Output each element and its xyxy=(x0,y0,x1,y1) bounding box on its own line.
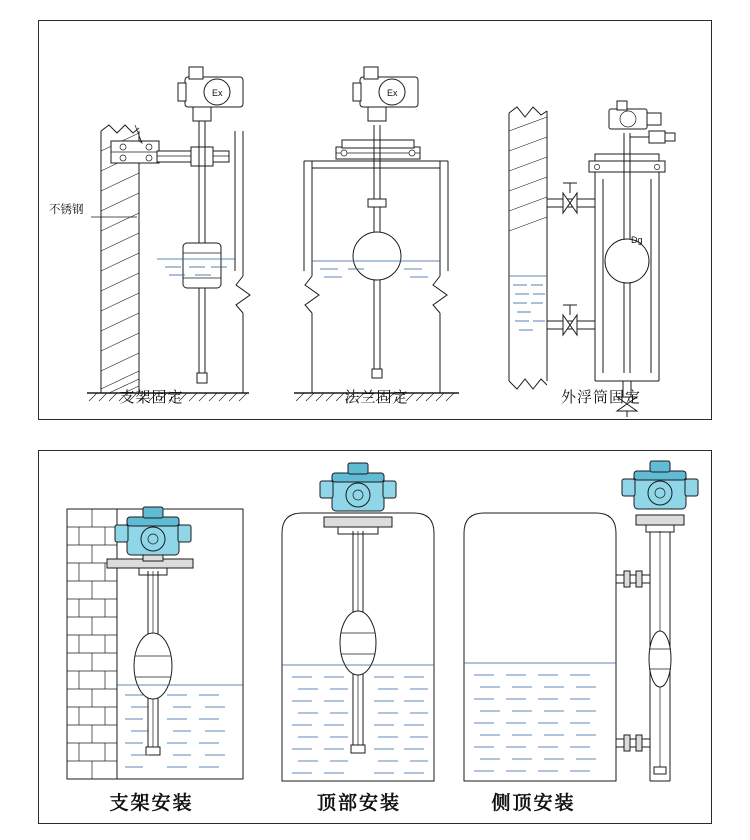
top-panel xyxy=(38,20,712,420)
label-dg: Dg xyxy=(631,235,643,245)
diagram-cell-side-top-install xyxy=(454,451,713,823)
caption-bracket-install: 支架安装 xyxy=(109,793,194,814)
caption-side-top-install: 侧顶安装 xyxy=(491,793,576,814)
caption-external-chamber: 外浮筒固定 xyxy=(560,389,641,406)
bracket-install-drawing xyxy=(39,451,264,825)
flange-fixed-drawing xyxy=(264,21,489,421)
caption-top-install: 顶部安装 xyxy=(316,793,401,814)
diagram-cell-external-chamber xyxy=(489,21,713,419)
side-top-install-drawing xyxy=(454,451,713,825)
bracket-fixed-drawing xyxy=(39,21,264,421)
top-install-drawing xyxy=(264,451,454,825)
caption-flange-fixed: 法兰固定 xyxy=(344,389,409,406)
bottom-panel xyxy=(38,450,712,824)
device-tag-ex-1: Ex xyxy=(212,88,223,98)
diagram-cell-bracket-install xyxy=(39,451,264,823)
label-stainless-steel: 不锈钢 xyxy=(49,204,84,216)
diagram-cell-flange-fixed xyxy=(264,21,489,419)
diagram-cell-bracket-fixed xyxy=(39,21,264,419)
diagram-cell-top-install xyxy=(264,451,454,823)
external-chamber-drawing xyxy=(489,21,713,421)
device-tag-ex-2: Ex xyxy=(387,88,398,98)
caption-bracket-fixed: 支架固定 xyxy=(119,389,184,406)
